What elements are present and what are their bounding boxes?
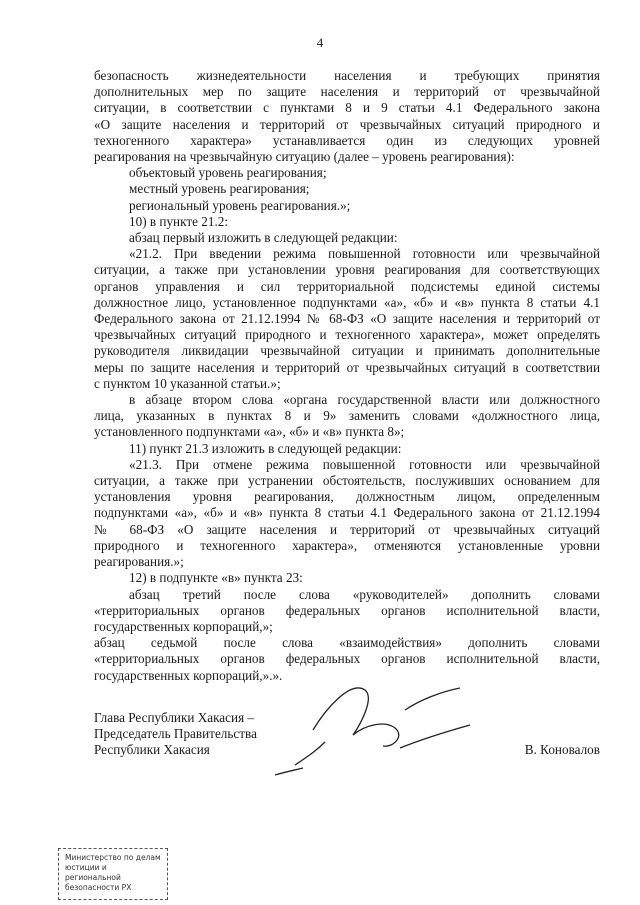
signer-title-line3: Республики Хакасия: [94, 742, 210, 757]
text-line: в абзаце втором слова «органа государственной власти или должностного: [129, 392, 600, 408]
text-line: безопасность жизнедеятельности населения и требующих принятия: [94, 68, 600, 83]
text-line: государственных корпораций,».».: [94, 667, 283, 683]
text-line: «21.3. При отмене режима повышенной готовности или чрезвычайной: [129, 456, 600, 472]
text-line: местный уровень реагирования;: [129, 181, 310, 197]
signature-block: [94, 710, 257, 758]
text-line: должностное лицо, установленное подпунктами «а», «б» и «в» пункта 8 статьи 4.1: [94, 294, 600, 310]
stamp-line3: безопасности РХ: [65, 883, 132, 892]
text-line: реагирования.»;: [94, 554, 184, 570]
text-line: меры по защите населения и территорий от чрезвычайных ситуаций в соответствии: [94, 359, 600, 375]
text-line: абзац первый изложить в следующей редакции:: [129, 230, 398, 246]
signer-title-line2: Председатель Правительства: [94, 726, 257, 741]
text-line: № 68-ФЗ «О защите населения и территорий от чрезвычайных ситуаций: [94, 521, 600, 537]
stamp-line2: юстиции и региональной: [65, 863, 121, 882]
text-line: абзац седьмой после слова «взаимодействия» дополнить словами: [94, 635, 600, 651]
text-line: лица, указанных в пунктах 8 и 9» заменить словами «должностного лица,: [94, 408, 600, 424]
text-line: Федерального закона от 21.12.1994 № 68-ФЗ «О защите населения и территорий от: [94, 311, 600, 327]
text-line: «О защите населения и территорий от чрезвычайных ситуаций природного и: [94, 116, 600, 132]
signer-name: В. Коновалов: [524, 742, 600, 757]
handwritten-signature: [255, 670, 485, 780]
text-line: 10) в пункте 21.2:: [129, 213, 228, 229]
text-line: ситуации, а также при устранении обстоятельств, послуживших основанием для: [94, 473, 600, 489]
text-line: подпунктами «а», «б» и «в» пункта 8 статьи 4.1 Федерального закона от 21.12.1994: [94, 505, 600, 521]
text-line: ситуации, а также при установлении уровня реагирования для соответствующих: [94, 262, 600, 278]
text-line: 12) в подпункте «в» пункта 23:: [129, 570, 303, 586]
text-line: природного и техногенного характера», отменяются установленные уровни: [94, 537, 600, 553]
text-line: абзац третий после слова «руководителей» дополнить словами: [129, 586, 600, 602]
text-line: объектовый уровень реагирования;: [129, 165, 327, 181]
text-line: региональный уровень реагирования.»;: [129, 197, 351, 213]
text-line: реагирования на чрезвычайную ситуацию (далее – уровень реагирования):: [94, 149, 515, 165]
text-line: чрезвычайных ситуаций природного и техногенного характера», может определять: [94, 327, 600, 343]
page-number: 4: [316, 35, 324, 50]
text-line: «территориальных органов федеральных органов исполнительной власти,: [94, 651, 600, 667]
text-line: с пунктом 10 указанной статьи.»;: [94, 375, 281, 391]
signer-title-line1: Глава Республики Хакасия –: [94, 710, 255, 725]
text-line: руководителя ликвидации чрезвычайной ситуации и принимать дополнительные: [94, 343, 600, 359]
stamp-line1: Министерство по делам: [65, 853, 161, 862]
text-line: техногенного характера» устанавливается один из следующих уровней: [94, 132, 600, 148]
document-body: [94, 68, 600, 684]
text-line: органов управления и сил территориальной подсистемы единой системы: [94, 278, 600, 294]
text-line: «21.2. При введении режима повышенной готовности или чрезвычайной: [129, 246, 600, 262]
text-line: 11) пункт 21.3 изложить в следующей редакции:: [129, 440, 402, 456]
text-line: установления уровня реагирования, должностным лицом, определенным: [94, 489, 600, 505]
text-line: «территориальных органов федеральных органов исполнительной власти,: [94, 602, 600, 618]
text-line: ситуации, в соответствии с пунктами 8 и 9 статьи 4.1 Федерального закона: [94, 100, 600, 116]
text-line: установленного подпунктами «а», «б» и «в» пункта 8»;: [94, 424, 405, 440]
text-line: государственных корпораций,»;: [94, 618, 273, 634]
registration-stamp: [58, 848, 168, 900]
text-line: дополнительных мер по защите населения и территорий от чрезвычайной: [94, 84, 600, 100]
